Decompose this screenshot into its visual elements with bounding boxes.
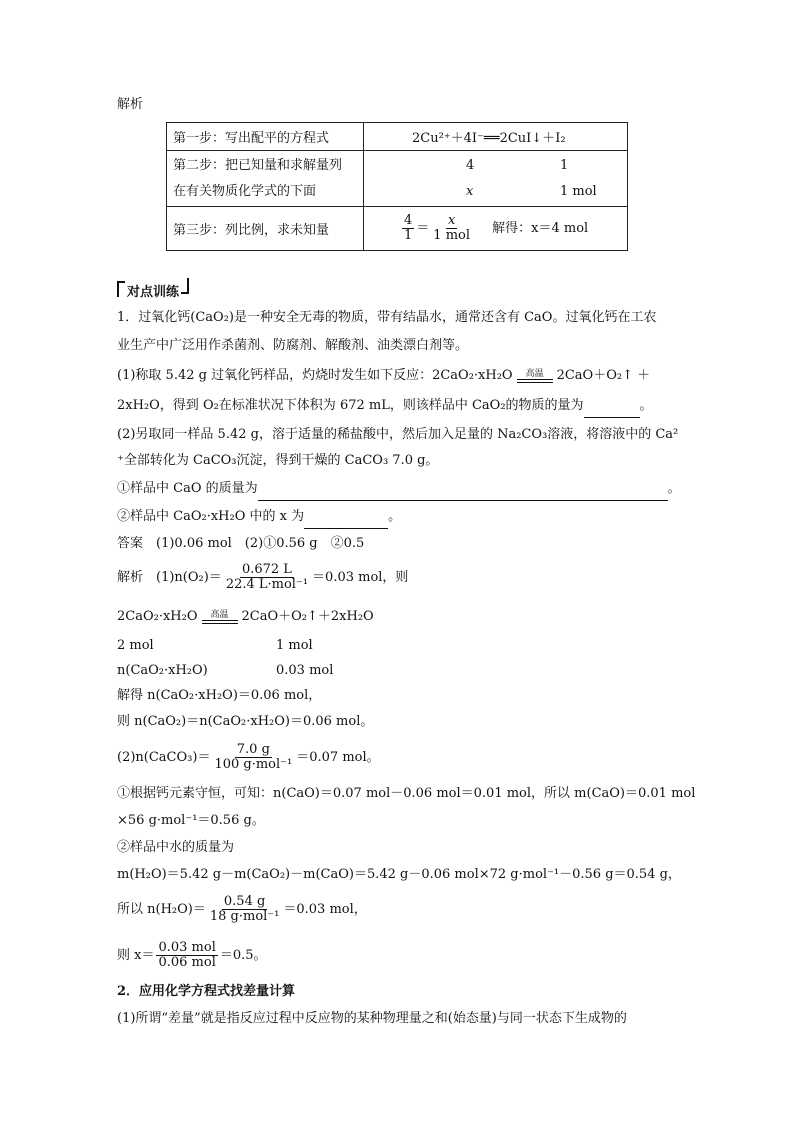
q1-line2: 业生产中广泛用作杀菌剂、防腐剂、解酸剂、油类漂白剂等。 [117, 338, 469, 353]
reaction-condition: 高温 [517, 369, 553, 383]
analysis-line3b: ×56 g·mol⁻¹＝0.56 g。 [117, 813, 265, 828]
analysis-line5: m(H₂O)＝5.42 g－m(CaO₂)－m(CaO)＝5.42 g－0.06 mol×72 g·mol⁻¹－0.56 g＝0.54 g， [117, 867, 681, 882]
step2-values [364, 151, 628, 207]
answer-blank [584, 399, 640, 418]
analysis-line1: 解析 (1)n(O₂)＝ $\frac{0.672 L}{\text{22.4 L·mol⁻¹}}$ ＝0.03 mol，则 [117, 562, 409, 592]
unknown-x: x [466, 183, 474, 199]
ratio-right-b: 0.03 mol [276, 663, 334, 678]
q1-sub1: ①样品中 CaO 的质量为 。 [117, 480, 681, 501]
q1-part1-line1: (1)称取 5.42 g 过氧化钙样品，灼烧时发生如下反应：2CaO₂·xH₂O 高温 2CaO＋O₂↑ ＋ [117, 368, 651, 383]
q1-line1: 1．过氧化钙(CaO₂)是一种安全无毒的物质，带有结晶水，通常还含有 CaO。过氧化钙在工农 [117, 310, 657, 325]
analysis-solve: 解得 n(CaO₂·xH₂O)＝0.06 mol， [117, 688, 322, 703]
q1-part2-line1: (2)另取同一样品 5.42 g，溶于适量的稀盐酸中，然后加入足量的 Na₂CO₃溶液，将溶液中的 Ca² [117, 427, 679, 442]
step2-cell [167, 151, 364, 207]
fraction: $\frac{4}{1}$ [404, 213, 413, 243]
reaction-condition: 高温 [202, 610, 238, 624]
table-row [167, 151, 628, 207]
solve-result: 解得：x＝4 mol [492, 221, 589, 236]
known-1mol: 1 mol [560, 183, 597, 199]
coef-1: 1 [560, 157, 569, 173]
table-row [167, 123, 628, 151]
section-title: 对点训练 [117, 278, 189, 302]
q1-sub2: ②样品中 CaO₂·xH₂O 中的 x 为 。 [117, 508, 401, 529]
ratio-left-a: 2 mol [117, 638, 154, 653]
section2-title: 2．应用化学方程式找差量计算 [117, 984, 296, 999]
ratio-right-a: 1 mol [276, 638, 313, 653]
step1-cell: 第一步：写出配平的方程式 [167, 123, 364, 151]
steps-table [166, 122, 628, 251]
ratio-left-b: n(CaO₂·xH₂O) [117, 663, 208, 678]
answer-blank [304, 510, 388, 529]
analysis-line3a: ①根据钙元素守恒，可知：n(CaO)＝0.07 mol－0.06 mol＝0.01 mol，所以 m(CaO)＝0.01 mol [117, 786, 696, 801]
reaction-equation: 2CaO₂·xH₂O 高温 2CaO＋O₂↑＋2xH₂O [117, 609, 374, 624]
analysis-line4: ②样品中水的质量为 [117, 840, 235, 855]
bracket-right-icon [181, 278, 189, 294]
step3-proportion: $\frac{4}{1}$ ＝ $\frac{x}{\text{1 mol}}$ 解得：x＝4 mol [364, 207, 628, 251]
table-row [167, 207, 628, 251]
fraction: $\frac{0.54 g}{\text{18 g·mol⁻¹}}$ [209, 894, 280, 924]
step3-cell: 第三步：列比例，求未知量 [167, 207, 364, 251]
analysis-line6: 所以 n(H₂O)＝ $\frac{0.54 g}{\text{18 g·mol⁻¹}}$ ＝0.03 mol， [117, 894, 367, 924]
q1-part1-line2: 2xH₂O，得到 O₂在标准状况下体积为 672 mL，则该样品中 CaO₂的物质的量为 。 [117, 397, 653, 418]
answer-blank [258, 482, 668, 501]
analysis-part2: (2)n(CaCO₃)＝ $\frac{7.0 g}{\text{100 g·mol⁻¹}}$ ＝0.07 mol。 [117, 742, 380, 772]
bracket-left-icon [117, 281, 125, 297]
fraction: $\frac{7.0 g}{\text{100 g·mol⁻¹}}$ [214, 742, 293, 772]
q1-part2-line2: ⁺全部转化为 CaCO₃沉淀，得到干燥的 CaCO₃ 7.0 g。 [117, 453, 439, 468]
analysis-line7: 则 x＝ $\frac{\text{0.03 mol}}{\text{0.06 mol}}$ ＝0.5。 [117, 940, 267, 970]
step2-line1: 第二步：把已知量和求解量列 [173, 157, 343, 173]
analysis-then: 则 n(CaO₂)＝n(CaO₂·xH₂O)＝0.06 mol。 [117, 714, 374, 729]
answer-line: 答案 (1)0.06 mol (2)①0.56 g ②0.5 [117, 536, 365, 551]
coef-4: 4 [466, 157, 475, 173]
fraction: $\frac{0.672 L}{\text{22.4 L·mol⁻¹}}$ [225, 562, 309, 592]
step1-equation: 2Cu²⁺＋4I⁻══2CuI↓＋I₂ [364, 123, 628, 151]
fraction: $\frac{\text{0.03 mol}}{\text{0.06 mol}}$ [158, 940, 216, 970]
analysis-label: 解析 [117, 97, 144, 112]
step2-line2: 在有关物质化学式的下面 [173, 183, 317, 199]
fraction: $\frac{x}{\text{1 mol}}$ [433, 213, 471, 243]
section2-line1: (1)所谓“差量”就是指反应过程中反应物的某种物理量之和(始态量)与同一状态下生成物的 [117, 1011, 627, 1026]
